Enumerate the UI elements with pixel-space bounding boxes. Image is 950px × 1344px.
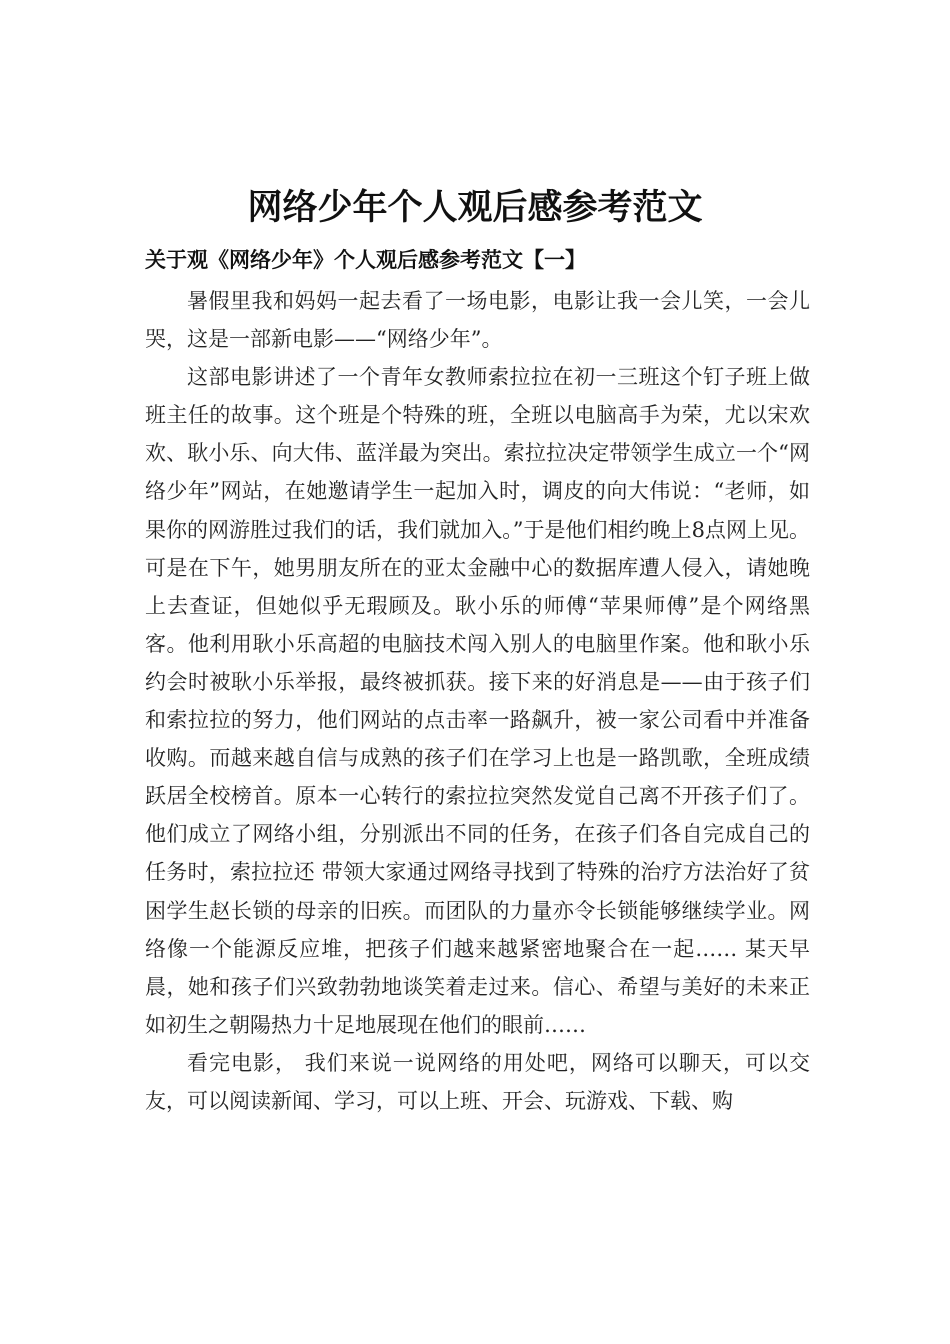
paragraph-plot: 这部电影讲述了一个青年女教师索拉拉在初一三班这个钉子班上做班主任的故事。这个班是个特殊的班，全班以电脑高手为荣，尤以宋欢欢、耿小乐、向大伟、蓝洋最为突出。索拉拉决定带领学生成立一个“网络少年”网站，在她邀请学生一起加入时，调皮的向大伟说：“老师，如果你的网游胜过我们的话，我们就加入。”于是他们相约晚上8点网上见。可是在下午，她男朋友所在的亚太金融中心的数据库遭人侵入，请她晚上去查证，但她似乎无瑕顾及。耿小乐的师傅“苹果师傅”是个网络黑客。他利用耿小乐高超的电脑技术闯入别人的电脑里作案。他和耿小乐约会时被耿小乐举报，最终被抓获。接下来的好消息是——由于孩子们和索拉拉的努力，他们网站的点击率一路飙升，被一家公司看中并准备收购。而越来越自信与成熟的孩子们在学习上也是一路凯歌，全班成绩跃居全校榜首。原本一心转行的索拉拉突然发觉自己离不开孩子们了。他们成立了网络小组，分别派出不同的任务，在孩子们各自完成自己的任务时，索拉拉还 带领大家通过网络寻找到了特殊的治疗方法治好了贫困学生赵长锁的母亲的旧疾。而团队的力量亦令长锁能够继续学业。网络像一个能源反应堆，把孩子们越来越紧密地聚合在一起…… 某天早晨，她和孩子们兴致勃勃地谈笑着走过来。信心、希望与美好的未来正如初生之朝陽热力十足地展现在他们的眼前……: [145, 365, 810, 1037]
paragraph-reflection: 看完电影， 我们来说一说网络的用处吧，网络可以聊天，可以交友，可以阅读新闻、学习，可以上班、开会、玩游戏、下载、购: [145, 1050, 810, 1113]
document-body: [145, 282, 810, 1120]
paragraph-intro: 暑假里我和妈妈一起去看了一场电影，电影让我一会儿笑，一会儿哭，这是一部新电影——“网络少年”。: [145, 289, 810, 352]
document-title: 网络少年个人观后感参考范文: [247, 188, 703, 228]
section-heading: 关于观《网络少年》个人观后感参考范文【一】: [145, 248, 586, 272]
